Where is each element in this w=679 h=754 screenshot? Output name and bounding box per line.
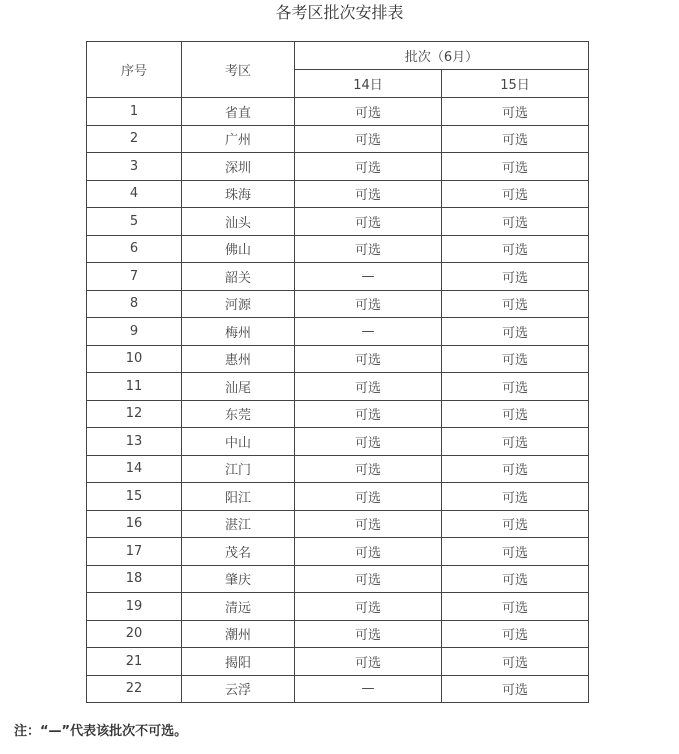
- footnote: 注：“—”代表该批次不可选。: [14, 724, 188, 739]
- cell-seq: 13: [87, 428, 182, 456]
- header-seq: 序号: [87, 42, 182, 98]
- cell-day-14: 可选: [295, 620, 442, 648]
- cell-day-14: 可选: [295, 153, 442, 181]
- cell-day-15: 可选: [442, 125, 589, 153]
- table-row: [87, 318, 589, 346]
- cell-day-14: 可选: [295, 455, 442, 483]
- cell-day-15: 可选: [442, 620, 589, 648]
- cell-seq: 4: [87, 180, 182, 208]
- header-day-15: 15日: [442, 70, 589, 98]
- cell-area: 梅州: [182, 318, 295, 346]
- table-row: [87, 125, 589, 153]
- cell-day-15: 可选: [442, 373, 589, 401]
- table-row: [87, 373, 589, 401]
- cell-area: 湛江: [182, 510, 295, 538]
- cell-day-14: 可选: [295, 510, 442, 538]
- cell-day-14: 可选: [295, 593, 442, 621]
- cell-area: 省直: [182, 98, 295, 126]
- cell-seq: 12: [87, 400, 182, 428]
- cell-seq: 21: [87, 648, 182, 676]
- cell-day-14: —: [295, 263, 442, 291]
- table-row: [87, 98, 589, 126]
- cell-day-15: 可选: [442, 208, 589, 236]
- cell-day-15: 可选: [442, 565, 589, 593]
- table-row: [87, 153, 589, 181]
- cell-day-14: 可选: [295, 483, 442, 511]
- table-body: [87, 98, 589, 703]
- cell-day-15: 可选: [442, 153, 589, 181]
- cell-day-15: 可选: [442, 593, 589, 621]
- cell-day-14: 可选: [295, 125, 442, 153]
- table-row: [87, 208, 589, 236]
- cell-seq: 6: [87, 235, 182, 263]
- cell-area: 韶关: [182, 263, 295, 291]
- cell-day-15: 可选: [442, 510, 589, 538]
- cell-seq: 5: [87, 208, 182, 236]
- cell-seq: 19: [87, 593, 182, 621]
- cell-day-15: 可选: [442, 400, 589, 428]
- cell-day-14: 可选: [295, 373, 442, 401]
- cell-area: 广州: [182, 125, 295, 153]
- header-day-14: 14日: [295, 70, 442, 98]
- cell-day-15: 可选: [442, 318, 589, 346]
- cell-area: 云浮: [182, 675, 295, 703]
- cell-day-14: 可选: [295, 345, 442, 373]
- cell-day-14: —: [295, 318, 442, 346]
- cell-seq: 17: [87, 538, 182, 566]
- cell-day-15: 可选: [442, 538, 589, 566]
- cell-area: 汕尾: [182, 373, 295, 401]
- cell-day-14: —: [295, 675, 442, 703]
- cell-day-15: 可选: [442, 675, 589, 703]
- cell-seq: 22: [87, 675, 182, 703]
- cell-area: 东莞: [182, 400, 295, 428]
- cell-day-14: 可选: [295, 290, 442, 318]
- cell-seq: 8: [87, 290, 182, 318]
- cell-day-15: 可选: [442, 235, 589, 263]
- cell-area: 珠海: [182, 180, 295, 208]
- cell-area: 中山: [182, 428, 295, 456]
- cell-seq: 18: [87, 565, 182, 593]
- cell-day-15: 可选: [442, 263, 589, 291]
- page-title: 各考区批次安排表: [275, 3, 404, 22]
- cell-area: 茂名: [182, 538, 295, 566]
- cell-day-14: 可选: [295, 98, 442, 126]
- cell-day-14: 可选: [295, 565, 442, 593]
- cell-seq: 15: [87, 483, 182, 511]
- cell-area: 潮州: [182, 620, 295, 648]
- cell-day-15: 可选: [442, 98, 589, 126]
- table-row: [87, 675, 589, 703]
- cell-day-14: 可选: [295, 538, 442, 566]
- cell-day-14: 可选: [295, 648, 442, 676]
- table-row: [87, 235, 589, 263]
- cell-day-15: 可选: [442, 428, 589, 456]
- cell-seq: 11: [87, 373, 182, 401]
- cell-seq: 20: [87, 620, 182, 648]
- cell-day-15: 可选: [442, 345, 589, 373]
- cell-area: 惠州: [182, 345, 295, 373]
- table-row: [87, 593, 589, 621]
- cell-day-14: 可选: [295, 428, 442, 456]
- table-row: [87, 180, 589, 208]
- cell-day-14: 可选: [295, 235, 442, 263]
- cell-area: 江门: [182, 455, 295, 483]
- cell-area: 肇庆: [182, 565, 295, 593]
- cell-seq: 3: [87, 153, 182, 181]
- cell-seq: 9: [87, 318, 182, 346]
- header-batch: 批次（6月）: [295, 42, 589, 70]
- cell-day-15: 可选: [442, 180, 589, 208]
- table-row: [87, 620, 589, 648]
- cell-day-14: 可选: [295, 180, 442, 208]
- batch-schedule-table: [86, 41, 589, 703]
- cell-day-15: 可选: [442, 455, 589, 483]
- table-row: [87, 455, 589, 483]
- cell-day-15: 可选: [442, 648, 589, 676]
- cell-day-15: 可选: [442, 290, 589, 318]
- cell-seq: 2: [87, 125, 182, 153]
- cell-seq: 16: [87, 510, 182, 538]
- table-row: [87, 428, 589, 456]
- cell-area: 河源: [182, 290, 295, 318]
- cell-area: 汕头: [182, 208, 295, 236]
- cell-area: 深圳: [182, 153, 295, 181]
- table-row: [87, 345, 589, 373]
- cell-area: 阳江: [182, 483, 295, 511]
- cell-seq: 7: [87, 263, 182, 291]
- cell-seq: 1: [87, 98, 182, 126]
- table-row: [87, 565, 589, 593]
- cell-area: 佛山: [182, 235, 295, 263]
- header-area: 考区: [182, 42, 295, 98]
- cell-day-15: 可选: [442, 483, 589, 511]
- table-row: [87, 290, 589, 318]
- table-row: [87, 483, 589, 511]
- cell-day-14: 可选: [295, 208, 442, 236]
- table-row: [87, 263, 589, 291]
- cell-area: 揭阳: [182, 648, 295, 676]
- table-row: [87, 400, 589, 428]
- cell-seq: 10: [87, 345, 182, 373]
- cell-seq: 14: [87, 455, 182, 483]
- header-row: [87, 42, 589, 70]
- table-row: [87, 648, 589, 676]
- table-row: [87, 510, 589, 538]
- cell-day-14: 可选: [295, 400, 442, 428]
- table-row: [87, 538, 589, 566]
- cell-area: 清远: [182, 593, 295, 621]
